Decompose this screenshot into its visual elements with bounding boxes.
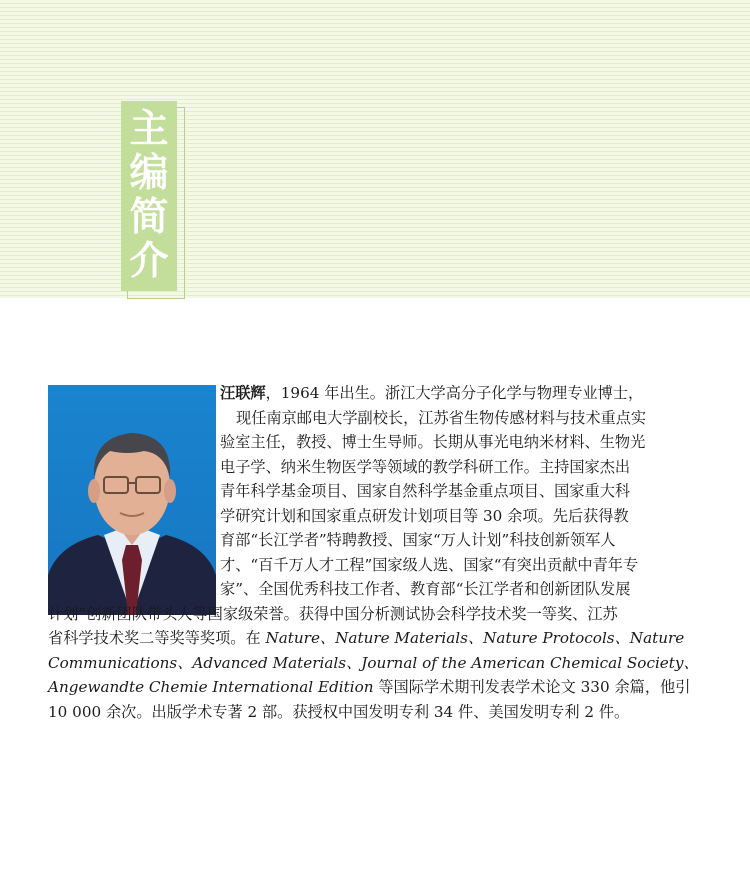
bio-line-7: 育部“长江学者”特聘教授、国家“万人计划”科技创新领军人 <box>220 531 616 549</box>
bio-line-9: 家”、全国优秀科技工作者、教育部“长江学者和创新团队发展 <box>220 580 631 598</box>
bio-line-4: 电子学、纳米生物医学等领域的教学科研工作。主持国家杰出 <box>220 457 631 476</box>
title-char-1: 主 <box>129 107 169 152</box>
bio-line-2: 现任南京邮电大学副校长，江苏省生物传感材料与技术重点实 <box>236 408 647 427</box>
bio-line-13 <box>48 675 690 700</box>
bio-text-11: 省科学技术奖二等奖等奖项。在 <box>48 629 266 647</box>
bio-line-6: 学研究计划和国家重点研发计划项目等 30 余项。先后获得教 <box>220 506 629 525</box>
bio-text-13: 等国际学术期刊发表学术论文 330 余篇，他引 <box>373 678 691 696</box>
journal-list-3: Angewandte Chemie International Edition <box>48 678 374 696</box>
bio-line-10: 计划”创新团队带头人等国家级荣誉。获得中国分析测试协会科学技术奖一等奖、江苏 <box>48 604 618 623</box>
header-striped-band <box>0 0 750 298</box>
editor-portrait-photo <box>48 385 216 615</box>
bio-line-8: 才、“百千万人才工程”国家级人选、国家“有突出贡献中青年专 <box>220 555 639 574</box>
bio-line-1 <box>220 381 643 406</box>
editor-name: 汪联辉 <box>220 384 266 402</box>
title-char-4: 介 <box>129 239 169 284</box>
section-title <box>121 101 177 291</box>
title-char-2: 编 <box>129 151 169 196</box>
bio-line-5: 青年科学基金项目、国家自然科学基金重点项目、国家重大科 <box>220 482 631 500</box>
journal-list-2: Communications、Advanced Materials、Journal of the American Chemical Society、 <box>48 653 699 672</box>
journal-list-1: Nature、Nature Materials、Nature Protocols、Nature <box>265 629 685 647</box>
bio-line-14: 10 000 余次。出版学术专著 2 部。获授权中国发明专利 34 件、美国发明专利 2 件。 <box>48 702 630 721</box>
bio-text-1: ，1964 年出生。浙江大学高分子化学与物理专业博士， <box>265 384 644 402</box>
bio-line-11 <box>48 626 684 651</box>
bio-line-3: 验室主任，教授、博士生导师。长期从事光电纳米材料、生物光 <box>220 433 646 451</box>
title-char-3: 简 <box>129 195 169 240</box>
